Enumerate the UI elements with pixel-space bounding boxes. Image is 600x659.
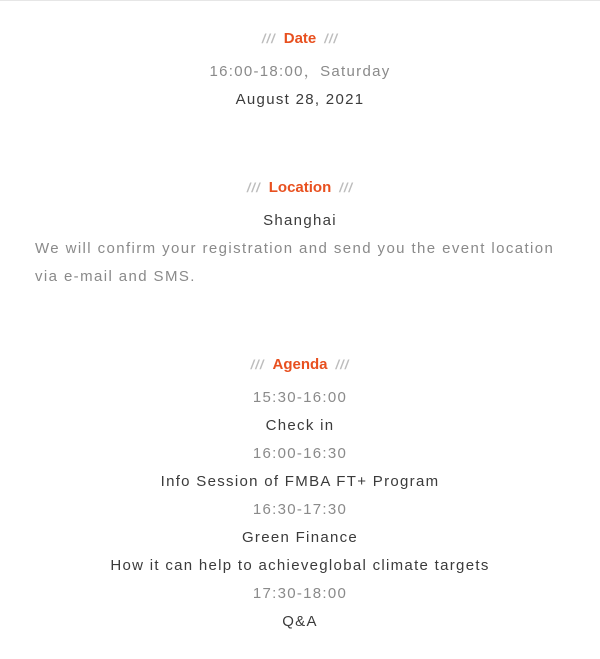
agenda-item-subtitle: How it can help to achieveglobal climate targets	[110, 557, 490, 574]
agenda-item-title: Q&A	[282, 613, 318, 630]
location-heading-row	[0, 177, 600, 197]
slashes-decoration: ///	[261, 30, 276, 46]
agenda-item-time: 16:00-16:30	[252, 445, 348, 462]
slashes-decoration: ///	[339, 179, 354, 195]
agenda-item-time: 16:30-17:30	[252, 501, 348, 518]
agenda-section	[0, 354, 600, 374]
slashes-decoration: ///	[335, 356, 350, 372]
top-divider	[0, 0, 600, 1]
agenda-item-title: Info Session of FMBA FT+ Program	[160, 473, 440, 490]
event-date: August 28, 2021	[235, 91, 365, 108]
slashes-decoration: ///	[250, 356, 265, 372]
location-heading: Location	[268, 178, 332, 196]
date-section	[0, 28, 600, 48]
event-time: 16:00-18:00，Saturday	[209, 63, 391, 80]
agenda-list	[0, 384, 600, 636]
location-section	[0, 177, 600, 197]
agenda-item-time: 15:30-16:00	[252, 389, 348, 406]
date-heading-row	[0, 28, 600, 48]
agenda-item-time: 17:30-18:00	[252, 585, 348, 602]
slashes-decoration: ///	[324, 30, 339, 46]
location-note: We will confirm your registration and send you the event location via e-mail and SMS.	[35, 240, 555, 285]
location-city: Shanghai	[263, 212, 337, 229]
agenda-heading-row	[0, 354, 600, 374]
date-heading: Date	[283, 29, 317, 47]
slashes-decoration: ///	[246, 179, 261, 195]
agenda-item-title: Check in	[265, 417, 335, 434]
agenda-item-title: Green Finance	[241, 529, 359, 546]
agenda-heading: Agenda	[272, 355, 328, 373]
